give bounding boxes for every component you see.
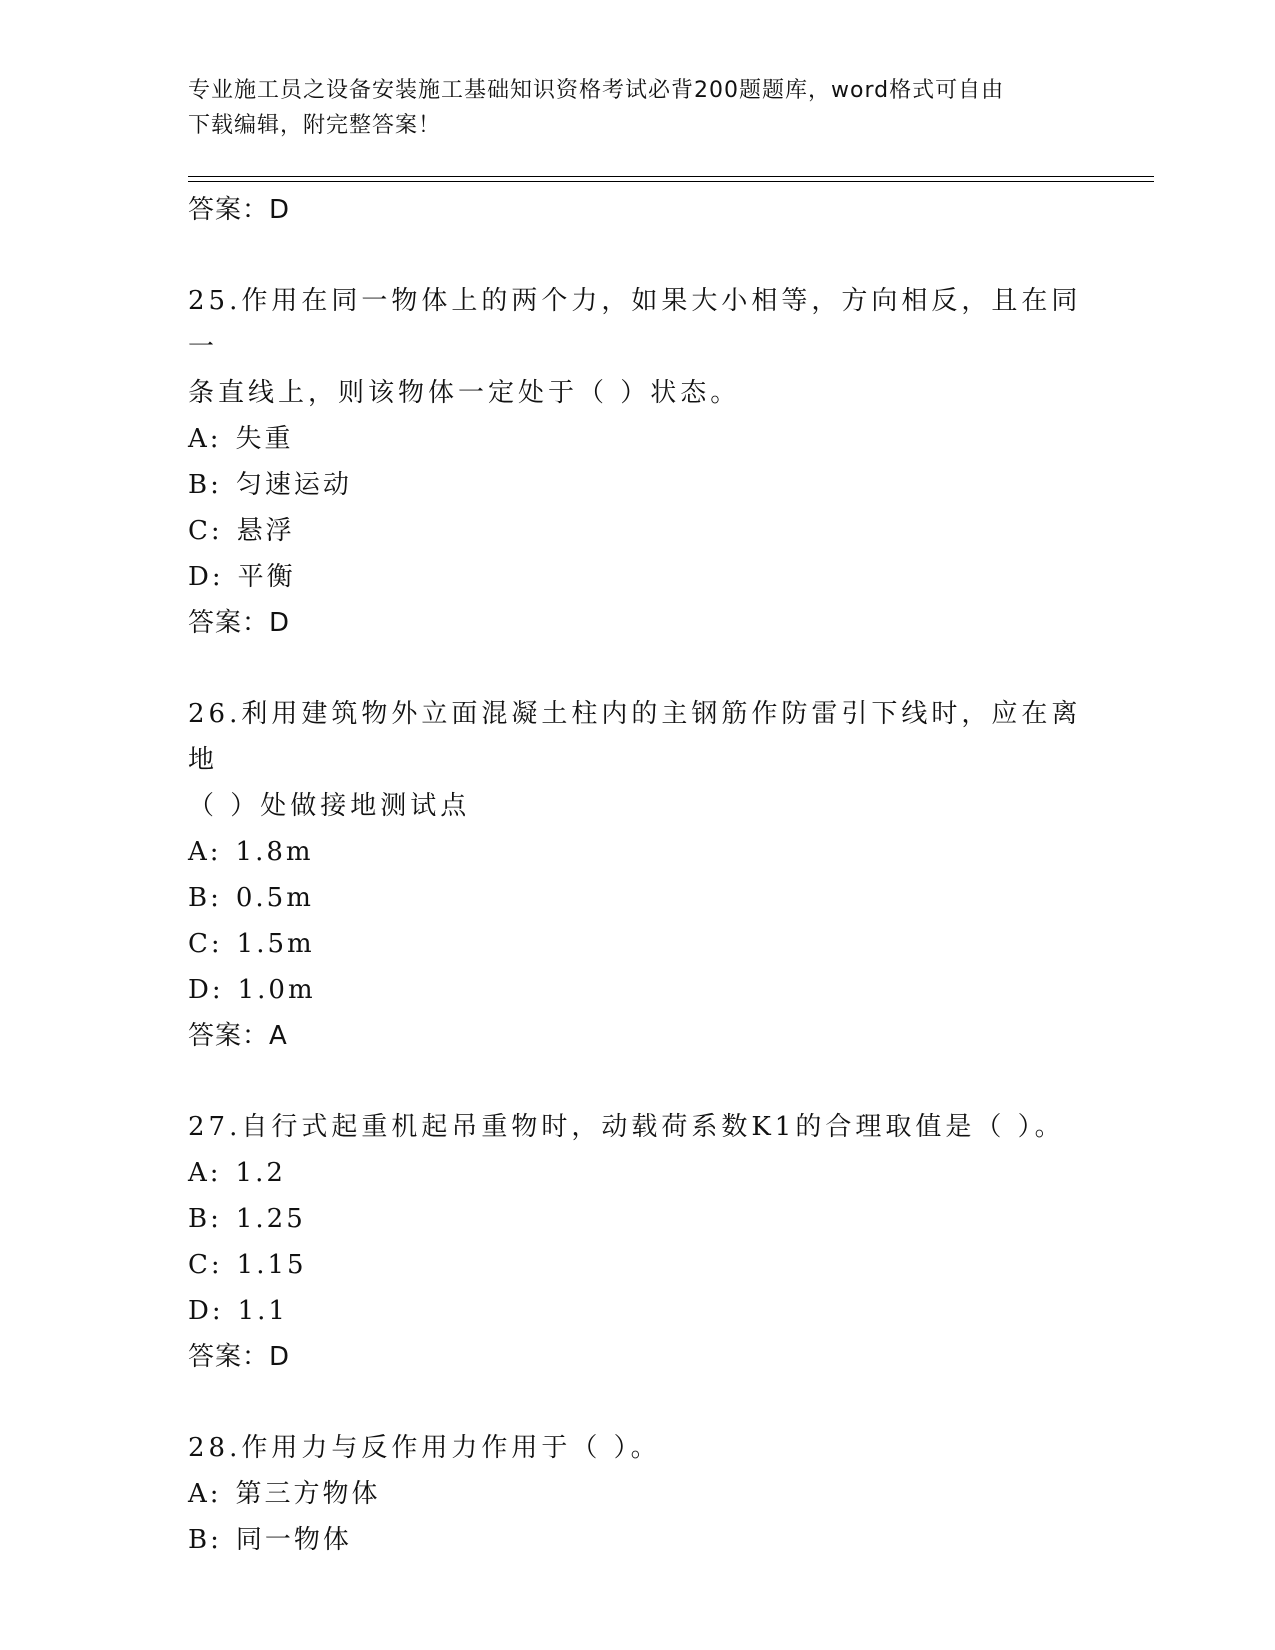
- option-c: [188, 921, 1088, 967]
- option-a: [188, 1150, 1088, 1196]
- option-label: D:: [188, 562, 224, 592]
- option-text: 悬浮: [236, 516, 295, 546]
- option-text: 1.0m: [237, 975, 316, 1005]
- option-b: [188, 1196, 1088, 1242]
- option-text: 1.8m: [235, 837, 314, 867]
- option-b: [188, 875, 1088, 921]
- option-text: 失重: [235, 424, 294, 454]
- option-label: A:: [188, 424, 222, 454]
- option-c: [188, 508, 1088, 554]
- option-text: 0.5m: [235, 883, 314, 913]
- header-rule-top: [188, 176, 1154, 177]
- question-27: [188, 1104, 1088, 1380]
- question-list: [188, 187, 1088, 1563]
- option-b: [188, 1517, 1088, 1563]
- option-a: [188, 416, 1088, 462]
- option-text: 匀速运动: [235, 470, 352, 500]
- option-b: [188, 462, 1088, 508]
- option-text: 第三方物体: [235, 1479, 381, 1509]
- answer-line: 答案：D: [188, 608, 291, 638]
- question-text-line: 28.作用力与反作用力作用于（ ）。: [188, 1433, 661, 1463]
- option-label: A:: [188, 1158, 222, 1188]
- option-label: D:: [188, 1296, 224, 1326]
- header-line-1: 专业施工员之设备安装施工基础知识资格考试必背200题题库，word格式可自由: [188, 78, 1005, 103]
- option-text: 同一物体: [235, 1525, 352, 1555]
- question-25: [188, 278, 1088, 646]
- option-label: A:: [188, 837, 222, 867]
- header-line-2: 下载编辑，附完整答案！: [188, 113, 442, 138]
- question-28: [188, 1425, 1088, 1563]
- option-d: [188, 967, 1088, 1013]
- option-label: C:: [188, 929, 223, 959]
- option-label: B:: [188, 1525, 222, 1555]
- option-label: B:: [188, 1204, 222, 1234]
- option-label: A:: [188, 1479, 222, 1509]
- option-text: 1.15: [236, 1250, 307, 1280]
- previous-answer: 答案：D: [188, 195, 291, 225]
- question-26: [188, 691, 1088, 1059]
- option-label: B:: [188, 883, 222, 913]
- option-label: D:: [188, 975, 224, 1005]
- option-label: B:: [188, 470, 222, 500]
- option-text: 1.1: [237, 1296, 288, 1326]
- question-text-line: 26.利用建筑物外立面混凝土柱内的主钢筋作防雷引下线时，应在离地: [188, 699, 1082, 775]
- option-text: 1.5m: [236, 929, 315, 959]
- option-a: [188, 829, 1088, 875]
- question-text-line: 27.自行式起重机起吊重物时，动载荷系数K1的合理取值是（ ）。: [188, 1112, 1065, 1142]
- option-label: C:: [188, 1250, 223, 1280]
- option-text: 1.2: [235, 1158, 286, 1188]
- option-text: 1.25: [235, 1204, 306, 1234]
- option-c: [188, 1242, 1088, 1288]
- option-a: [188, 1471, 1088, 1517]
- answer-line: 答案：D: [188, 1342, 291, 1372]
- question-text-line: （ ）处做接地测试点: [188, 791, 471, 821]
- answer-line: 答案：A: [188, 1021, 288, 1051]
- question-text-line: 条直线上，则该物体一定处于（ ）状态。: [188, 378, 741, 408]
- option-label: C:: [188, 516, 223, 546]
- option-d: [188, 554, 1088, 600]
- header-rule-bottom: [188, 181, 1154, 182]
- question-text-line: 25.作用在同一物体上的两个力，如果大小相等，方向相反，且在同一: [188, 286, 1082, 362]
- document-header: [188, 73, 1068, 143]
- option-d: [188, 1288, 1088, 1334]
- option-text: 平衡: [237, 562, 296, 592]
